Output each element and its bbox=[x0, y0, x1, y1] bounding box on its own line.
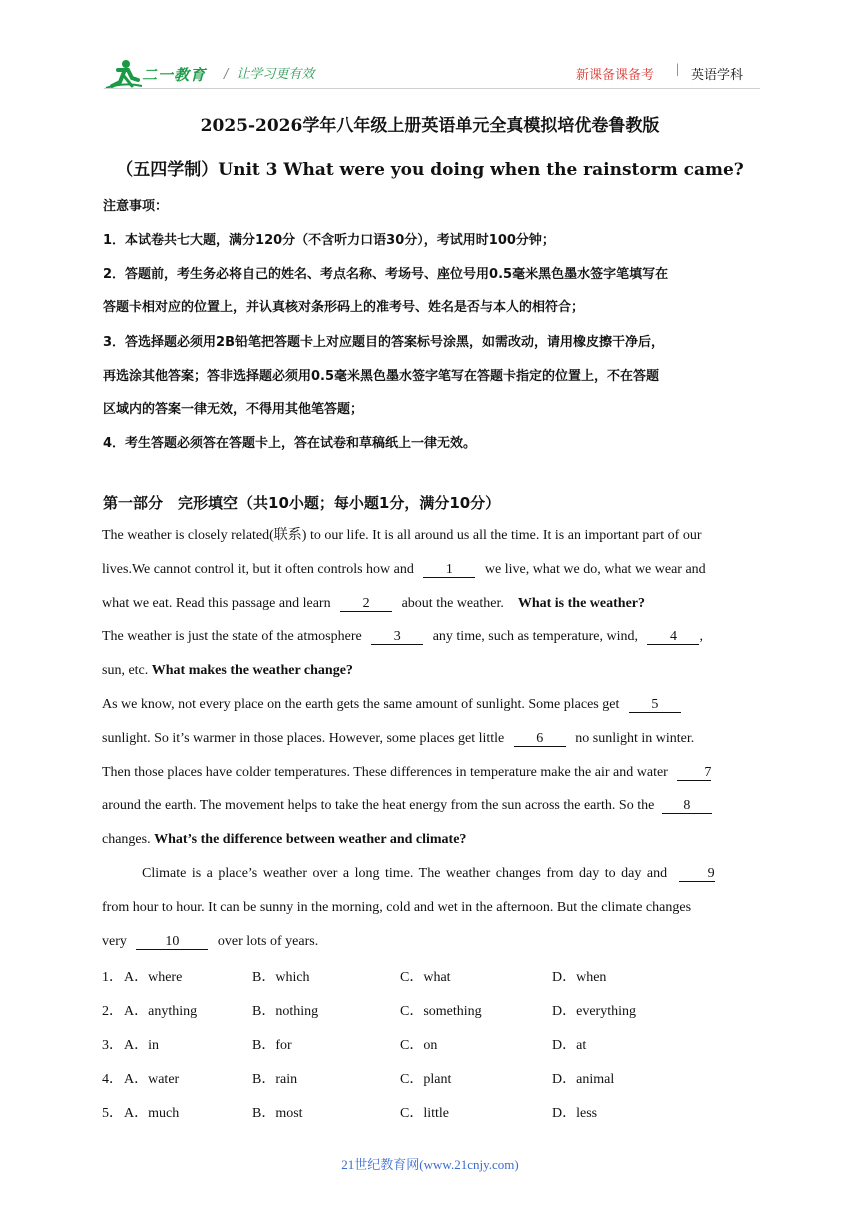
blank-6[interactable]: 6 bbox=[514, 731, 566, 747]
passage-line: very 10 over lots of years. bbox=[102, 934, 319, 949]
passage-line: lives.We cannot control it, but it often controls how and 1 we live, what we do, what we wear and bbox=[102, 562, 706, 577]
page-title: 2025-2026学年八年级上册英语单元全真模拟培优卷鲁教版 bbox=[200, 116, 660, 136]
blank-7[interactable]: 7 bbox=[677, 765, 711, 781]
option-a[interactable]: A．in bbox=[124, 1038, 159, 1053]
option-c[interactable]: C．something bbox=[400, 1004, 482, 1019]
question-heading: What makes the weather change? bbox=[151, 663, 353, 678]
passage-line: from hour to hour. It can be sunny in the morning, cold and wet in the afternoon. But the climate changes bbox=[102, 900, 692, 915]
notice-heading: 注意事项： bbox=[103, 199, 169, 214]
passage-line: sunlight. So it’s warmer in those places. However, some places get little 6 no sunlight in winter. bbox=[102, 731, 695, 746]
blank-3[interactable]: 3 bbox=[371, 629, 423, 645]
notice-line: 区域内的答案一律无效，不得用其他笔答题； bbox=[103, 402, 364, 417]
option-a[interactable]: A．water bbox=[124, 1072, 180, 1087]
header-separator: | bbox=[676, 62, 679, 77]
option-c[interactable]: C．on bbox=[400, 1038, 438, 1053]
passage-line: changes. What’s the difference between weather and climate? bbox=[102, 832, 467, 847]
header-subject: 英语学科 bbox=[691, 68, 744, 83]
option-b[interactable]: B．nothing bbox=[252, 1004, 319, 1019]
notice-line: 4．考生答题必须答在答题卡上，答在试卷和草稿纸上一律无效。 bbox=[103, 436, 477, 451]
footer-link[interactable]: 21世纪教育网(www.21cnjy.com) bbox=[341, 1157, 519, 1172]
options-list bbox=[102, 966, 762, 1136]
option-a[interactable]: A．much bbox=[124, 1106, 180, 1121]
passage-line: The weather is just the state of the atmosphere 3 any time, such as temperature, wind, 4 , bbox=[102, 629, 703, 644]
passage-line: Then those places have colder temperatures. These differences in temperature make the air and water 7 bbox=[102, 765, 712, 780]
runner-icon bbox=[104, 58, 144, 92]
passage-line: what we eat. Read this passage and learn 2 about the weather. What is the weather? bbox=[102, 596, 645, 611]
notice-line: 3．答选择题必须用2B铅笔把答题卡上对应题目的答案标号涂黑，如需改动，请用橡皮擦干净后， bbox=[103, 335, 665, 350]
passage-line: The weather is closely related(联系) to our life. It is all around us all the time. It is an important part of our bbox=[102, 528, 702, 543]
option-d[interactable]: D．everything bbox=[552, 1004, 636, 1019]
option-b[interactable]: B．which bbox=[252, 970, 310, 985]
slogan: / 让学习更有效 bbox=[224, 67, 315, 82]
option-a[interactable]: A．anything bbox=[124, 1004, 198, 1019]
option-d[interactable]: D．at bbox=[552, 1038, 587, 1053]
option-c[interactable]: C．little bbox=[400, 1106, 449, 1121]
notice-line: 2．答题前，考生务必将自己的姓名、考点名称、考场号、座位号用0.5毫米黑色墨水签字笔填写在 bbox=[103, 267, 669, 282]
question-number: 3． bbox=[102, 1038, 123, 1053]
notice-line: 答题卡相对应的位置上，并认真核对条形码上的准考号、姓名是否与本人的相符合； bbox=[103, 300, 585, 315]
option-a[interactable]: A．where bbox=[124, 970, 183, 985]
question-number: 5． bbox=[102, 1106, 123, 1121]
option-d[interactable]: D．when bbox=[552, 970, 607, 985]
blank-1[interactable]: 1 bbox=[423, 562, 475, 578]
question-heading: What’s the difference between weather and climate? bbox=[154, 832, 467, 847]
passage-line: around the earth. The movement helps to take the heat energy from the sun across the earth. So the 8 bbox=[102, 797, 712, 815]
option-b[interactable]: B．rain bbox=[252, 1072, 298, 1087]
blank-9[interactable]: 9 bbox=[679, 866, 715, 882]
question-number: 4． bbox=[102, 1072, 123, 1087]
header-right-label: 新课备课备考 bbox=[576, 68, 655, 83]
notice-line: 1．本试卷共七大题，满分120分（不含听力口语30分），考试用时100分钟； bbox=[103, 233, 555, 248]
blank-2[interactable]: 2 bbox=[340, 596, 392, 612]
blank-10[interactable]: 10 bbox=[136, 934, 208, 950]
passage-line: Climate is a place’s weather over a long time. The weather changes from day to day and 9 bbox=[142, 866, 715, 881]
option-d[interactable]: D．animal bbox=[552, 1072, 615, 1087]
section-title: 第一部分 完形填空（共10小题；每小题1分，满分10分） bbox=[103, 494, 501, 512]
blank-5[interactable]: 5 bbox=[629, 697, 681, 713]
blank-8[interactable]: 8 bbox=[662, 798, 712, 814]
option-c[interactable]: C．what bbox=[400, 970, 451, 985]
question-number: 2． bbox=[102, 1004, 123, 1019]
option-b[interactable]: B．for bbox=[252, 1038, 292, 1053]
notice-line: 再选涂其他答案；答非选择题必须用0.5毫米黑色墨水签字笔写在答题卡指定的位置上，不在答题 bbox=[103, 369, 660, 384]
page-subtitle: （五四学制）Unit 3 What were you doing when the rainstorm came? bbox=[116, 160, 744, 180]
passage-line: As we know, not every place on the earth gets the same amount of sunlight. Some places get 5 bbox=[102, 696, 681, 714]
option-d[interactable]: D．less bbox=[552, 1106, 598, 1121]
option-b[interactable]: B．most bbox=[252, 1106, 303, 1121]
blank-4[interactable]: 4 bbox=[647, 629, 699, 645]
logo-text: 二一教育 bbox=[142, 66, 207, 84]
passage-line: sun, etc. What makes the weather change? bbox=[102, 663, 353, 678]
header-divider bbox=[104, 88, 760, 89]
question-number: 1． bbox=[102, 970, 123, 985]
question-heading: What is the weather? bbox=[517, 596, 645, 611]
option-c[interactable]: C．plant bbox=[400, 1072, 452, 1087]
